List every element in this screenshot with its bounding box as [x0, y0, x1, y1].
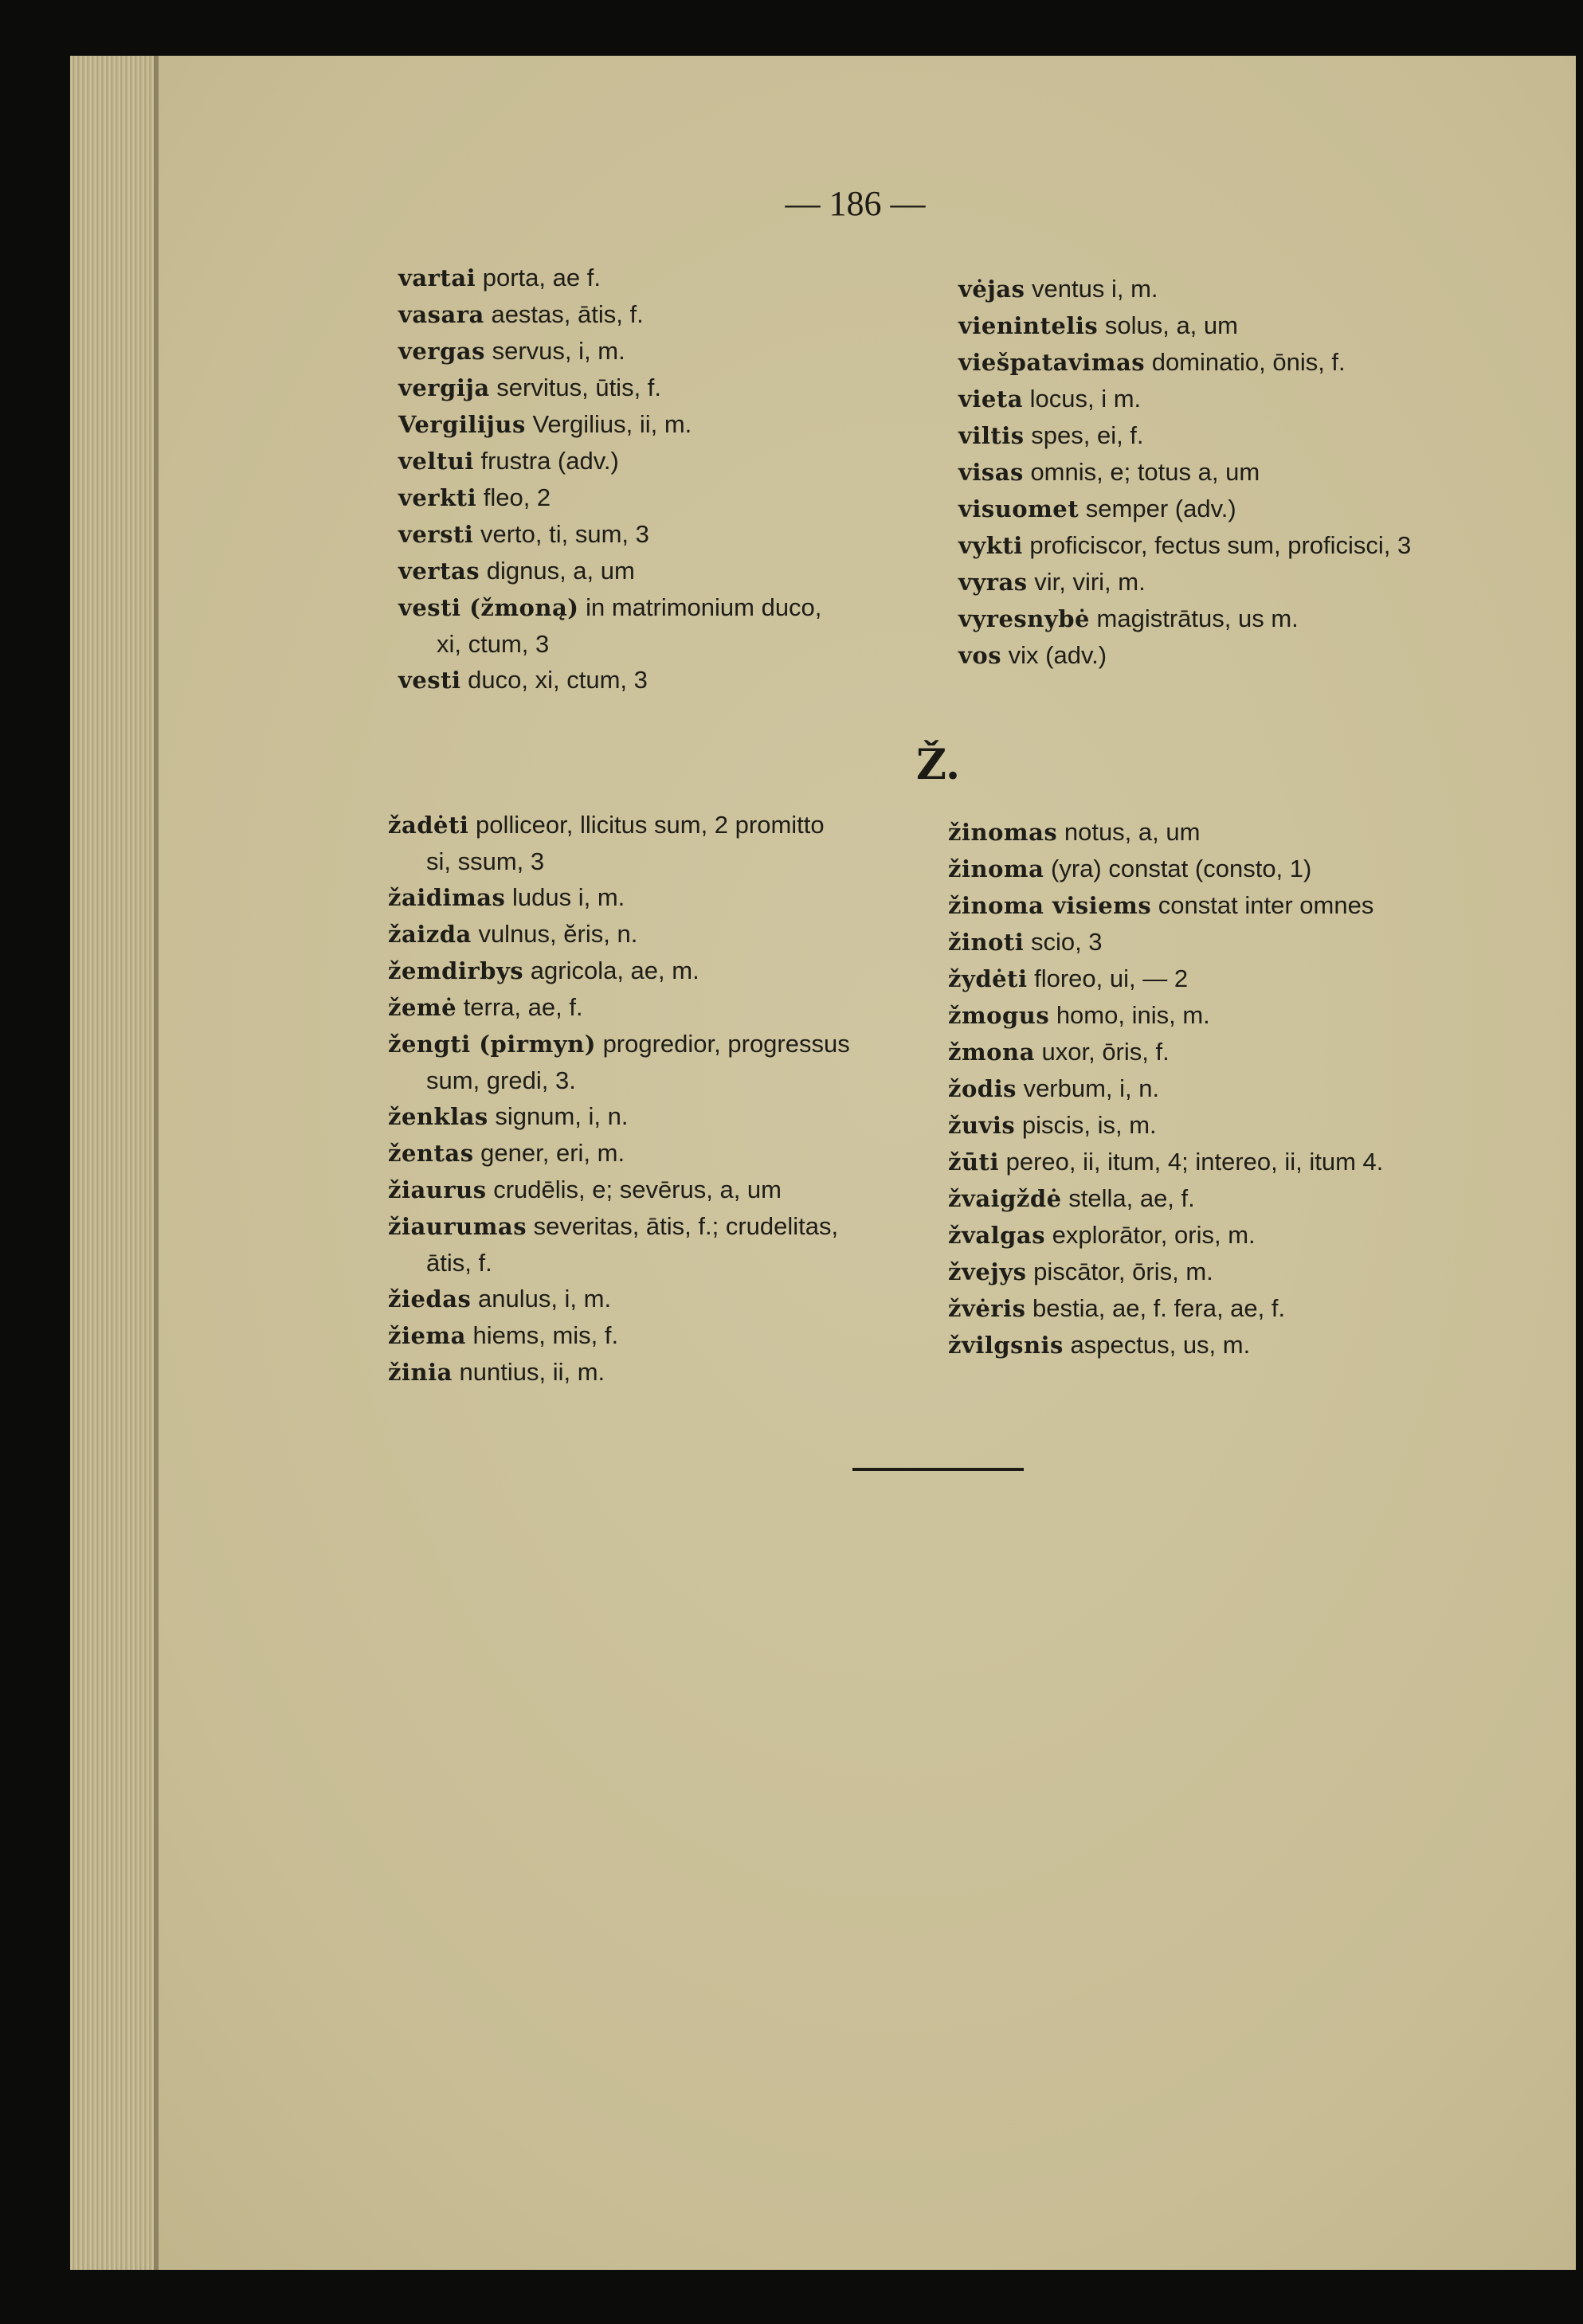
headword: žinoma [948, 855, 1044, 882]
dictionary-entry [398, 553, 821, 589]
definition: piscis, is, m. [1021, 1111, 1157, 1139]
headword: vyras [958, 569, 1028, 596]
dictionary-entry [948, 1107, 1383, 1144]
dictionary-entry [948, 1144, 1383, 1180]
definition: duco, xi, ctum, 3 [468, 666, 648, 694]
dictionary-entry [398, 516, 821, 553]
dictionary-entry [388, 1026, 850, 1062]
dictionary-entry [388, 1281, 850, 1317]
definition: constat inter omnes [1158, 891, 1374, 919]
dictionary-entry [958, 454, 1411, 491]
headword: žaidimas [388, 884, 506, 911]
definition: terra, ae, f. [463, 993, 583, 1021]
definition: verto, ti, sum, 3 [480, 520, 649, 548]
dictionary-entry [398, 443, 821, 479]
dictionary-entry [388, 879, 850, 916]
headword: Vergilijus [398, 411, 526, 438]
dictionary-entry [948, 1217, 1383, 1254]
headword: žemdirbys [388, 957, 524, 984]
definition: dominatio, ōnis, f. [1151, 348, 1346, 376]
definition: fleo, 2 [483, 483, 551, 511]
dictionary-column-z-right [948, 814, 1383, 1363]
definition: anulus, i, m. [477, 1285, 612, 1313]
definition: explorātor, oris, m. [1052, 1221, 1256, 1249]
page-edges [70, 56, 154, 2270]
headword: vertas [398, 558, 480, 585]
dictionary-entry [398, 662, 821, 698]
definition: porta, ae f. [482, 264, 601, 291]
definition: bestia, ae, f. fera, ae, f. [1032, 1294, 1286, 1322]
definition: progredior, progressus [602, 1030, 850, 1058]
dictionary-entry [958, 637, 1411, 674]
headword: ženklas [388, 1103, 488, 1130]
headword: žvalgas [948, 1222, 1046, 1249]
definition: vir, viri, m. [1034, 568, 1146, 596]
headword: žydėti [948, 965, 1028, 992]
definition: aspectus, us, m. [1070, 1331, 1251, 1359]
definition: crudēlis, e; sevērus, a, um [493, 1176, 782, 1203]
dictionary-entry [388, 989, 850, 1026]
page-gutter [154, 56, 159, 2270]
dictionary-entry [958, 491, 1411, 527]
definition: gener, eri, m. [480, 1139, 625, 1167]
headword: vesti [398, 667, 461, 694]
dictionary-entry [958, 344, 1411, 381]
headword: vesti (žmoną) [398, 594, 579, 621]
headword: žmona [948, 1039, 1035, 1066]
headword: žiema [388, 1322, 466, 1349]
headword: vergas [398, 338, 485, 365]
dictionary-entry [958, 601, 1411, 637]
dictionary-entry [398, 260, 821, 296]
definition: polliceor, llicitus sum, 2 promitto [476, 811, 825, 839]
dictionary-entry [948, 814, 1383, 851]
headword: žentas [388, 1140, 474, 1167]
dictionary-entry [948, 924, 1383, 961]
definition-continuation: si, ssum, 3 [426, 847, 545, 875]
headword: vasara [398, 301, 484, 328]
definition: semper (adv.) [1085, 495, 1236, 522]
definition: (yra) constat (consto, 1) [1051, 855, 1312, 882]
dictionary-entry [958, 271, 1411, 307]
definition: scio, 3 [1030, 928, 1103, 956]
dictionary-entry [398, 296, 821, 333]
headword: žaizda [388, 921, 472, 948]
definition: frustra (adv.) [480, 447, 619, 475]
dictionary-entry [958, 307, 1411, 344]
definition: in matrimonium duco, [586, 593, 822, 621]
headword: žmogus [948, 1002, 1050, 1029]
headword: žinomas [948, 819, 1058, 846]
end-rule [852, 1468, 1024, 1471]
definition: proficiscor, fectus sum, proficisci, 3 [1029, 531, 1412, 559]
headword: vėjas [958, 276, 1025, 303]
headword: viltis [958, 422, 1025, 449]
definition: aestas, ātis, f. [491, 300, 644, 328]
headword: vyresnybė [958, 605, 1090, 632]
headword: vartai [398, 264, 476, 291]
dictionary-entry [948, 1327, 1383, 1363]
headword: žinoma visiems [948, 892, 1152, 919]
definition: uxor, ōris, f. [1041, 1038, 1170, 1066]
headword: verkti [398, 484, 477, 511]
dictionary-entry [948, 961, 1383, 997]
definition: servus, i, m. [492, 337, 625, 365]
headword: veltui [398, 448, 474, 475]
dictionary-column-v-right [958, 271, 1411, 674]
dictionary-entry [388, 807, 850, 843]
dictionary-entry [388, 1098, 850, 1135]
definition-continuation: sum, gredi, 3. [426, 1066, 576, 1094]
dictionary-entry [948, 1290, 1383, 1327]
definition: servitus, ūtis, f. [496, 374, 662, 401]
dictionary-entry [388, 916, 850, 953]
dictionary-entry [388, 1172, 850, 1208]
definition: notus, a, um [1064, 818, 1201, 846]
definition: verbum, i, n. [1023, 1074, 1160, 1102]
definition: vix (adv.) [1008, 641, 1107, 669]
definition: pereo, ii, itum, 4; intereo, ii, itum 4. [1005, 1148, 1384, 1176]
dictionary-entry [948, 851, 1383, 887]
headword: žodis [948, 1075, 1017, 1102]
definition: hiems, mis, f. [472, 1321, 619, 1349]
definition: magistrātus, us m. [1096, 604, 1299, 632]
definition-continuation: xi, ctum, 3 [437, 630, 550, 658]
headword: visas [958, 459, 1024, 486]
headword: žiaurus [388, 1176, 487, 1203]
dictionary-entry [948, 1034, 1383, 1070]
definition: nuntius, ii, m. [459, 1358, 605, 1386]
headword: vergija [398, 374, 490, 401]
headword: žvėris [948, 1295, 1026, 1322]
definition: solus, a, um [1104, 311, 1238, 339]
headword: žinoti [948, 929, 1025, 956]
definition: locus, i m. [1029, 385, 1142, 413]
page-number: — 186 — [785, 184, 926, 223]
headword: žadėti [388, 812, 469, 839]
dictionary-entry [948, 1070, 1383, 1107]
headword: žiedas [388, 1285, 472, 1313]
section-heading: Ž. [916, 741, 961, 789]
definition: ludus i, m. [512, 883, 625, 911]
definition: Vergilius, ii, m. [532, 410, 692, 438]
headword: vykti [958, 532, 1023, 559]
definition: dignus, a, um [486, 557, 635, 585]
headword: žinia [388, 1359, 453, 1386]
headword: žūti [948, 1148, 999, 1176]
definition: piscātor, ōris, m. [1033, 1258, 1213, 1285]
headword: vienintelis [958, 312, 1099, 339]
dictionary-column-z-left [388, 807, 850, 1391]
definition: signum, i, n. [495, 1102, 629, 1130]
dictionary-entry [388, 1208, 850, 1245]
definition: omnis, e; totus a, um [1030, 458, 1260, 486]
dictionary-entry [958, 381, 1411, 417]
headword: vos [958, 642, 1002, 669]
dictionary-entry [958, 417, 1411, 454]
dictionary-entry [398, 370, 821, 406]
dictionary-entry [398, 333, 821, 370]
headword: visuomet [958, 495, 1079, 522]
definition: vulnus, ĕris, n. [478, 920, 638, 948]
dictionary-entry [388, 1354, 850, 1391]
headword: žvaigždė [948, 1185, 1062, 1212]
headword: žuvis [948, 1112, 1016, 1139]
definition: stella, ae, f. [1068, 1184, 1195, 1212]
headword: žvejys [948, 1258, 1027, 1285]
definition-continuation: ātis, f. [426, 1249, 492, 1277]
definition: spes, ei, f. [1031, 421, 1144, 449]
headword: žiaurumas [388, 1213, 527, 1240]
headword: vieta [958, 385, 1024, 413]
definition: ventus i, m. [1032, 275, 1158, 303]
dictionary-entry [388, 1317, 850, 1354]
dictionary-entry [388, 1135, 850, 1172]
dictionary-entry [398, 479, 821, 516]
headword: žengti (pirmyn) [388, 1031, 596, 1058]
headword: žvilgsnis [948, 1332, 1064, 1359]
dictionary-column-v-left [398, 260, 821, 698]
definition: agricola, ae, m. [530, 957, 699, 984]
dictionary-entry [958, 527, 1411, 564]
dictionary-entry [398, 589, 821, 626]
definition: floreo, ui, — 2 [1034, 964, 1189, 992]
headword: žemė [388, 994, 457, 1021]
dictionary-entry [388, 953, 850, 989]
dictionary-entry [948, 1180, 1383, 1217]
headword: versti [398, 521, 474, 548]
headword: viešpatavimas [958, 349, 1146, 376]
definition: homo, inis, m. [1056, 1001, 1210, 1029]
definition: severitas, ātis, f.; crudelitas, [533, 1212, 839, 1240]
dictionary-entry [948, 887, 1383, 924]
dictionary-entry [948, 997, 1383, 1034]
dictionary-entry [398, 406, 821, 443]
dictionary-entry [958, 564, 1411, 601]
dictionary-entry [948, 1254, 1383, 1290]
